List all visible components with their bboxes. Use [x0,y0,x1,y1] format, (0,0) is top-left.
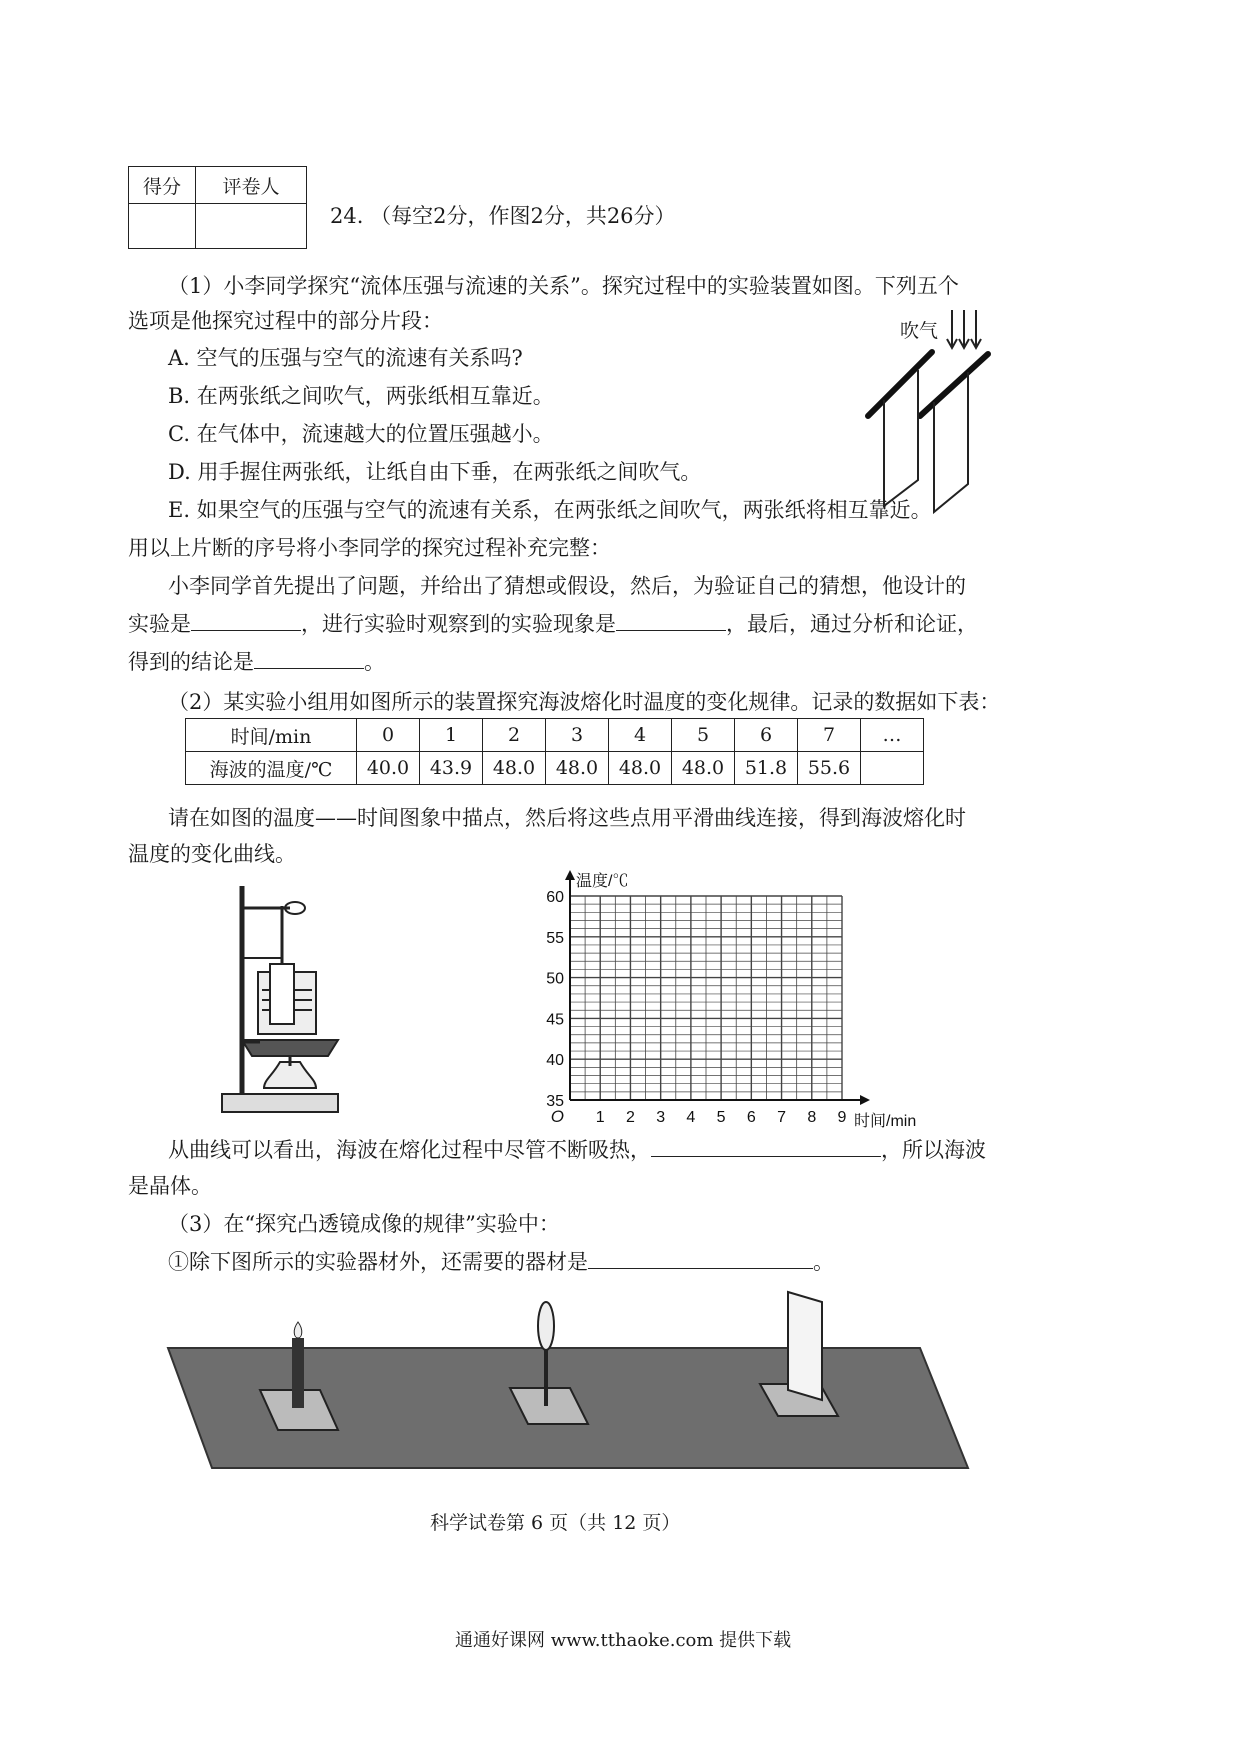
temp-cell: 48.0 [672,752,735,785]
time-cell: 5 [672,719,735,752]
x-tick-label: 6 [746,1109,756,1126]
temp-cell: 48.0 [546,752,609,785]
temp-cell: 43.9 [420,752,483,785]
chart-axes [565,870,870,1105]
experiment-blank[interactable] [191,630,301,631]
part1-intro-line1: （1）小李同学探究“流体压强与流速的关系”。探究过程中的实验装置如图。下列五个 [168,274,959,298]
item1-a: ①除下图所示的实验器材外，还需要的器材是 [168,1250,588,1274]
time-cell: 3 [546,719,609,752]
temp-cell: 51.8 [735,752,798,785]
y-tick-label: 60 [546,889,564,906]
part2-instruction-line2: 温度的变化曲线。 [128,842,296,866]
conclusion-blank[interactable] [254,668,364,669]
para-line1: 小李同学首先提出了问题，并给出了猜想或假设，然后，为验证自己的猜想，他设计的 [168,574,966,598]
x-tick-label: 8 [807,1109,817,1126]
page-label: 科学试卷第 6 页（共 12 页） [430,1512,681,1534]
x-tick-label: 4 [686,1109,696,1126]
heating-apparatus-figure [220,880,340,1116]
conclusion-a: 从曲线可以看出，海波在熔化过程中尽管不断吸热， [168,1138,651,1162]
item1-b: 。 [813,1250,834,1274]
option-a: A. 空气的压强与空气的流速有关系吗? [168,346,523,370]
origin-label: O [550,1107,564,1126]
temp-cell [861,752,924,785]
part2-conclusion-line [168,1134,986,1166]
y-tick-label: 55 [546,929,564,947]
time-row [186,719,924,752]
temp-cell: 40.0 [357,752,420,785]
conclusion-c: 是晶体。 [128,1174,212,1198]
x-tick-label: 1 [595,1109,605,1126]
para-line2-b: ，进行实验时观察到的实验现象是 [301,612,616,636]
grader-label: 评卷人 [196,167,307,204]
x-tick-label: 3 [656,1109,666,1126]
time-cell: 6 [735,719,798,752]
y-axis-arrow [565,870,575,880]
x-tick-label: 2 [625,1109,635,1126]
data-table [185,718,924,785]
option-b: B. 在两张纸之间吹气，两张纸相互靠近。 [168,384,554,408]
para-line2-c: ，最后，通过分析和论证， [726,612,978,636]
paper-diagram [860,306,1000,526]
para-line3-a: 得到的结论是 [128,650,254,674]
score-box [128,166,307,249]
part3-intro: （3）在“探究凸透镜成像的规律”实验中： [168,1212,560,1236]
x-tick-label: 7 [777,1109,787,1126]
melting-blank[interactable] [651,1156,881,1157]
time-cell: 0 [357,719,420,752]
para-line2 [128,608,978,640]
part2-instruction-line1: 请在如图的温度——时间图象中描点，然后将这些点用平滑曲线连接，得到海波熔化时 [168,806,966,830]
temp-row [186,752,924,785]
option-d: D. 用手握住两张纸，让纸自由下垂，在两张纸之间吹气。 [168,460,702,484]
option-e: E. 如果空气的压强与空气的流速有关系，在两张纸之间吹气，两张纸将相互靠近。 [168,498,932,522]
instruction: 用以上片断的序号将小李同学的探究过程补充完整： [128,536,611,560]
x-tick-label: 5 [716,1109,726,1126]
option-c: C. 在气体中，流速越大的位置压强越小。 [168,422,554,446]
para-line2-a: 实验是 [128,612,191,636]
time-header: 时间/min [186,719,357,752]
para-line3 [128,646,385,678]
time-cell: 1 [420,719,483,752]
x-axis-label: 时间/min [854,1113,917,1130]
blow-label: 吹气 [900,320,939,342]
y-tick-label: 50 [546,970,564,988]
points-note: （每空2分，作图2分，共26分） [370,204,676,228]
part1-intro-line2: 选项是他探究过程中的部分片段： [128,309,443,333]
temp-cell: 48.0 [483,752,546,785]
grader-cell[interactable] [196,204,307,249]
part3-item1 [168,1246,834,1278]
conclusion-b: ，所以海波 [881,1138,986,1162]
y-tick-label: 45 [546,1011,564,1029]
part2-intro: （2）某实验小组用如图所示的装置探究海波熔化时温度的变化规律。记录的数据如下表： [168,690,1001,714]
time-cell: 7 [798,719,861,752]
equipment-blank[interactable] [588,1268,813,1269]
temp-header: 海波的温度/℃ [186,752,357,785]
x-tick-label: 9 [837,1109,847,1126]
question-header [330,200,676,232]
score-label: 得分 [129,167,196,204]
chart-labels [546,872,916,1130]
time-cell: 4 [609,719,672,752]
paper-blowing-figure [860,306,1000,526]
phenomenon-blank[interactable] [616,630,726,631]
para-line3-b: 。 [364,650,385,674]
time-cell: 2 [483,719,546,752]
y-axis-label: 温度/℃ [576,873,629,890]
watermark: 通通好课网 www.tthaoke.com 提供下载 [455,1630,792,1651]
y-tick-label: 40 [546,1052,564,1070]
y-tick-label: 35 [546,1093,564,1110]
optical-bench-figure [160,1288,980,1508]
temp-cell: 55.6 [798,752,861,785]
score-cell[interactable] [129,204,196,249]
chart-grid[interactable] [570,896,842,1100]
time-cell: … [861,719,924,752]
temp-cell: 48.0 [609,752,672,785]
temperature-time-chart [510,868,930,1130]
x-axis-arrow [860,1095,870,1105]
question-number: 24. [330,204,364,228]
